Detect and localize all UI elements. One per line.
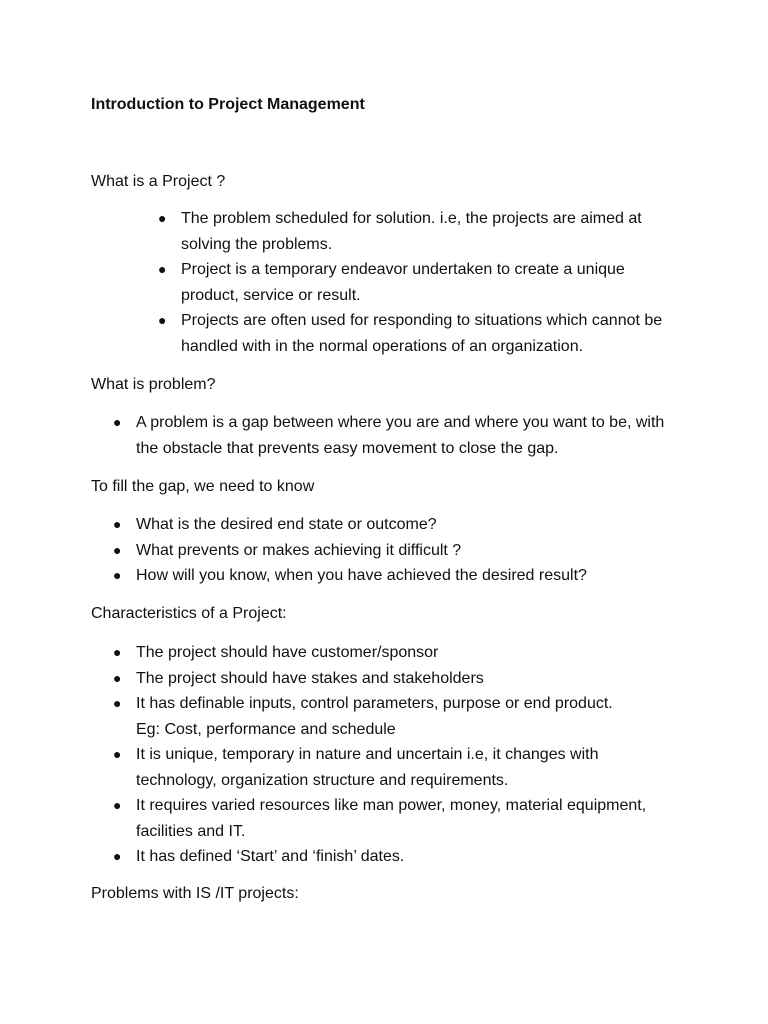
list-item bbox=[158, 257, 701, 308]
list-item-text: It has definable inputs, control parameters, purpose or end product. Eg: Cost, performance and schedule bbox=[136, 695, 613, 738]
bullet-icon: ● bbox=[113, 644, 122, 660]
bullet-icon: ● bbox=[113, 848, 122, 864]
section-heading-characteristics: Characteristics of a Project: bbox=[91, 605, 287, 622]
bullet-icon: ● bbox=[113, 567, 122, 583]
list-item-text: It is unique, temporary in nature and uncertain i.e, it changes with technology, organization structure and requirements. bbox=[136, 746, 599, 789]
section-heading-what-is-a-project: What is a Project ? bbox=[91, 173, 226, 190]
list-item bbox=[113, 691, 696, 742]
list-item-text: How will you know, when you have achieved the desired result? bbox=[136, 567, 587, 584]
bullet-icon: ● bbox=[158, 210, 167, 226]
list-item-text: A problem is a gap between where you are and where you want to be, with the obstacle that prevents easy movement to close the gap. bbox=[136, 414, 665, 457]
list-item-text: Project is a temporary endeavor undertaken to create a unique product, service or result. bbox=[181, 261, 625, 304]
bullet-list-what-is-problem bbox=[113, 410, 696, 461]
list-item-text: It requires varied resources like man power, money, material equipment, facilities and IT. bbox=[136, 797, 647, 840]
list-item bbox=[113, 512, 696, 538]
list-item bbox=[113, 640, 696, 666]
section-heading-what-is-problem: What is problem? bbox=[91, 376, 216, 393]
list-item bbox=[158, 308, 701, 359]
bullet-icon: ● bbox=[113, 746, 122, 762]
list-item-text: Projects are often used for responding to situations which cannot be handled with in the normal operations of an organization. bbox=[181, 312, 663, 355]
list-item bbox=[113, 742, 696, 793]
bullet-icon: ● bbox=[113, 516, 122, 532]
bullet-icon: ● bbox=[113, 669, 122, 686]
bullet-list-characteristics bbox=[113, 640, 696, 870]
list-item-text: The project should have stakes and stakeholders bbox=[136, 669, 484, 687]
list-item bbox=[113, 563, 696, 589]
list-item bbox=[113, 844, 696, 870]
bullet-icon: ● bbox=[113, 797, 122, 813]
list-item-text: What prevents or makes achieving it difficult ? bbox=[136, 541, 462, 559]
document-title: Introduction to Project Management bbox=[91, 96, 365, 113]
bullet-icon: ● bbox=[113, 541, 122, 558]
bullet-icon: ● bbox=[158, 312, 167, 328]
list-item bbox=[158, 206, 701, 257]
list-item-text: It has defined ‘Start’ and ‘finish’ dates. bbox=[136, 848, 405, 865]
section-heading-fill-the-gap: To fill the gap, we need to know bbox=[91, 478, 315, 495]
bullet-icon: ● bbox=[113, 414, 122, 430]
list-item-text: The problem scheduled for solution. i.e, the projects are aimed at solving the problems. bbox=[181, 210, 642, 253]
bullet-icon: ● bbox=[113, 695, 122, 711]
bullet-list-fill-the-gap bbox=[113, 512, 696, 589]
list-item bbox=[113, 793, 696, 844]
list-item bbox=[113, 538, 696, 564]
bullet-list-what-is-a-project bbox=[158, 206, 701, 359]
list-item bbox=[113, 666, 696, 692]
list-item-text: What is the desired end state or outcome? bbox=[136, 516, 437, 533]
list-item bbox=[113, 410, 696, 461]
bullet-icon: ● bbox=[158, 261, 167, 277]
list-item-text: The project should have customer/sponsor bbox=[136, 644, 439, 661]
section-heading-problems-with-is-it-projects: Problems with IS /IT projects: bbox=[91, 885, 299, 902]
